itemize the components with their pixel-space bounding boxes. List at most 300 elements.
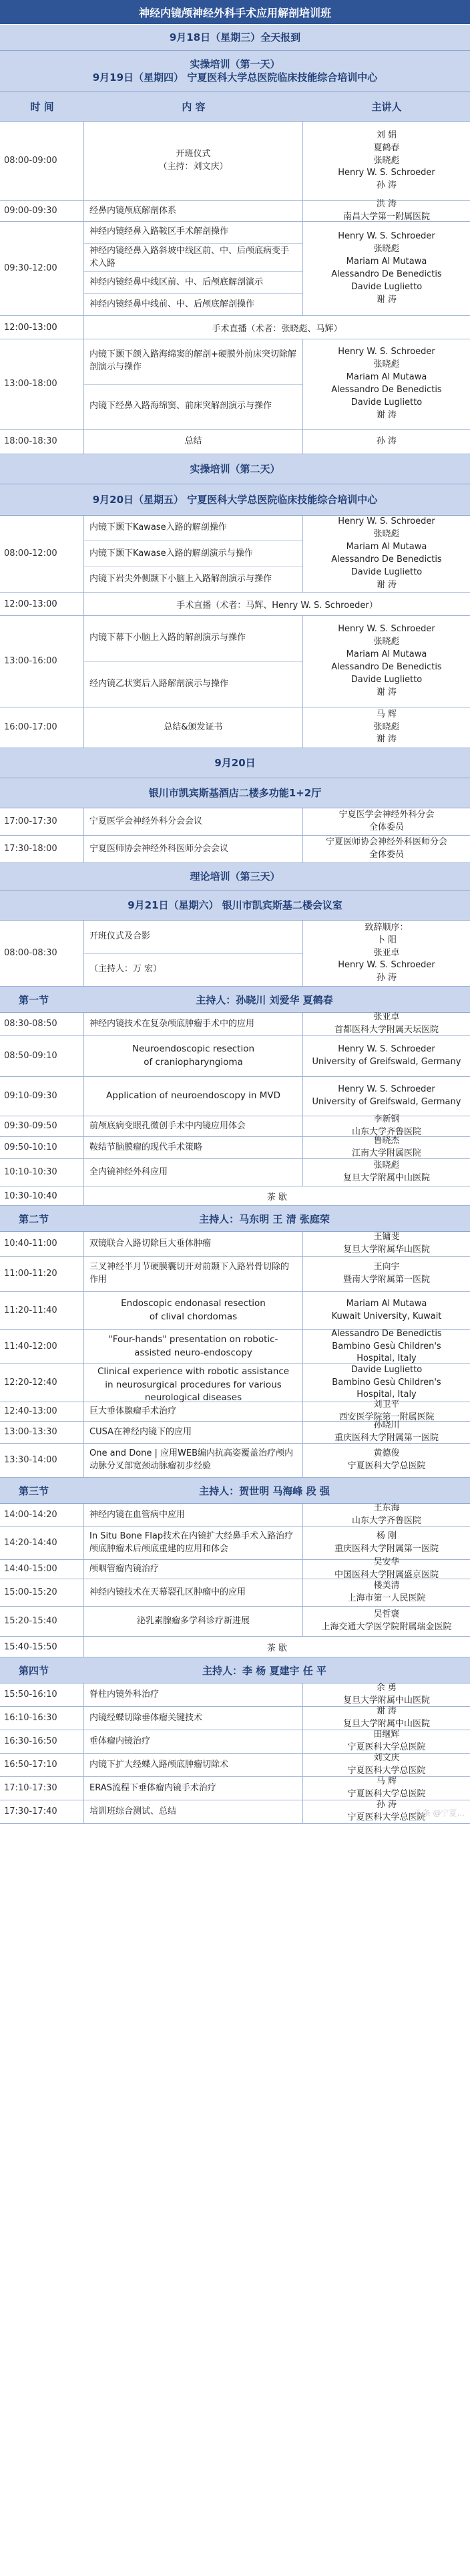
row-content [84,1137,303,1158]
row-time: 15:50-16:10 [0,1683,84,1706]
row-full-text: 茶 歇 [266,1192,288,1202]
row-time: 13:00-16:00 [0,616,84,707]
row-topic [84,1364,302,1406]
row-content [84,1754,303,1776]
row-speakers [303,1777,470,1800]
speaker-line: 致辞顺序： [365,922,409,933]
row-speakers [303,1707,470,1730]
row-speakers [303,1364,470,1402]
row-time: 17:30-18:00 [0,836,84,862]
row-speakers [303,1036,470,1076]
table-row [0,1330,470,1364]
part2-heading: 实操培训（第二天） [190,462,280,475]
speaker-line: 黄德俊 [373,1448,400,1459]
table-row [0,201,470,222]
row-time: 15:40-15:50 [0,1637,84,1657]
row-speakers [303,1527,470,1559]
topic-line: Application of neuroendoscopy in MVD [105,1090,281,1102]
speaker-line: Alessandro De Benedictis [331,269,442,279]
table-row [0,593,470,616]
row-topic: 经鼻内镜颅底解剖体系 [89,205,177,216]
registration-label: 9月18日（星期三）全天报到 [169,31,301,43]
speaker-line: 余 勇 [376,1683,397,1694]
row-topic: 开班仪式及合影 [84,921,302,954]
session-chairs: 主持人：马东明 王 清 张庭荣 [199,1213,330,1225]
speaker-line: Henry W. S. Schroeder [338,168,435,178]
row-time: 14:40-15:00 [0,1560,84,1579]
table-row [0,1730,470,1754]
table-row [0,1444,470,1478]
speaker-line: 江南大学附属医院 [351,1148,421,1158]
row-content [84,707,303,748]
speaker-line: Bambino Gesù Children's [332,1341,441,1351]
row-content [84,1504,303,1526]
row-time: 15:20-15:40 [0,1607,84,1636]
row-content [84,1013,303,1035]
speaker-line: 宁夏医科大学总医院 [347,1789,426,1799]
speaker-line: Mariam Al Mutawa [346,649,427,660]
speaker-line: 中国医科大学附属盛京医院 [334,1570,439,1580]
row-topic: 神经内镜经鼻入路鞍区手术解剖操作 [84,222,302,244]
speaker-line: Alessandro De Benedictis [331,385,442,395]
table-row [0,1527,470,1560]
session-chairs: 主持人：李 杨 夏建宇 任 平 [202,1664,326,1677]
speaker-line: 刘 娟 [376,130,397,140]
speaker-line: 马 辉 [376,1776,397,1787]
session-header [0,987,470,1013]
row-speakers [303,1754,470,1776]
row-speakers [303,836,470,862]
speaker-line: 孙晓川 [373,1420,400,1431]
part2-band-venue [0,484,470,516]
speaker-line: 谢 涛 [376,410,397,420]
speaker-line: 复旦大学附属华山医院 [342,1245,430,1255]
topic-line: 总结&颁发证书 [164,721,223,732]
row-topic-lines [106,1090,280,1103]
row-time: 08:50-09:10 [0,1036,84,1076]
table-row [0,921,470,987]
topic-line: 总结 [184,436,202,446]
row-speakers [303,1292,470,1329]
row-time: 09:30-09:50 [0,1116,84,1136]
speaker-line: Henry W. S. Schroeder [338,1044,435,1055]
row-speakers [303,1504,470,1526]
table-row [0,1754,470,1777]
row-content [84,1730,303,1753]
speaker-line: 孙 涛 [376,973,397,983]
row-time: 11:40-12:00 [0,1330,84,1363]
row-speakers [303,1422,470,1443]
sessions-table [0,987,470,1824]
speaker-line: Davide Luglietto [350,567,423,577]
row-speakers [303,1137,470,1158]
row-topic: 神经内镜技术在复杂颅底肿瘤手术中的应用 [89,1018,255,1029]
col-content: 内 容 [182,100,206,113]
speaker-line: Henry W. S. Schroeder [338,624,435,635]
speaker-line: 全体委员 [369,850,404,860]
row-topic: 全内镜神经外科应用 [89,1166,168,1177]
row-topic: （主持人：万 宏） [89,964,162,975]
topic-line: assisted neuro-endoscopy [134,1347,252,1358]
speaker-line: 首都医科大学附属天坛医院 [334,1025,439,1035]
row-content [84,1077,303,1116]
col-host: 主讲人 [371,100,402,113]
part1-heading: 实操培训（第一天） [190,57,280,70]
part3-heading: 理论培训（第三天） [190,870,280,882]
row-topic: 前颅底病变眼孔微创手术中内镜应用体会 [89,1120,246,1131]
row-content [84,1579,303,1606]
speaker-line: Mariam Al Mutawa [346,257,427,267]
row-content [84,1232,303,1256]
row-time: 17:30-17:40 [0,1800,84,1823]
row-topic: 颅咽管瘤内镜治疗 [89,1563,160,1574]
table-row [0,1036,470,1077]
row-topic [84,1607,302,1636]
date-band-meeting [0,748,470,778]
row-topic: 三叉神经半月节硬膜囊切开对前颞下入路岩骨切除的作用 [89,1262,290,1285]
row-speakers [303,430,470,454]
row-topic: 内镜下颞下Kawase入路的解剖演示与操作 [84,541,302,567]
row-speakers [303,1402,470,1421]
row-time: 12:00-13:00 [0,316,84,339]
speaker-line: 张晓彪 [373,721,400,732]
column-header [0,92,470,122]
meeting-venue: 银川市凯宾斯基酒店二楼多功能1+2厅 [148,786,322,799]
row-content [84,1683,303,1706]
speaker-line: 宁夏医科大学总医院 [347,1742,426,1752]
table-row [0,1077,470,1116]
row-time: 09:10-09:30 [0,1077,84,1116]
row-speakers [303,921,470,986]
table-row [0,122,470,201]
row-full-text: 手术直播（术者：张晓彪、马辉） [212,323,342,334]
row-content [84,1527,303,1559]
table-row [0,1186,470,1206]
table-row [0,1579,470,1607]
speaker-line: 洪 涛 [376,199,397,210]
speaker-line: 孙 涛 [376,180,397,191]
row-time: 17:10-17:30 [0,1777,84,1800]
speaker-line: 复旦大学附属中山医院 [342,1719,430,1729]
table-row [0,1364,470,1402]
row-speakers [303,201,470,221]
row-topic: 内镜下颞下颌入路海绵窦的解剖+硬膜外前床突切除解剖演示与操作 [84,339,302,385]
speaker-line: Davide Luglietto [350,281,423,292]
row-speakers [303,1730,470,1753]
speaker-line: 夏鹤春 [373,142,400,153]
row-time: 16:10-16:30 [0,1707,84,1730]
row-topic: One and Done | 应用WEB编内抗高姿覆盖治疗颅内动脉分叉部宽颈动脉瘤初步经验 [89,1448,294,1471]
speaker-line: 张晓彪 [373,359,400,370]
session-header [0,1206,470,1232]
row-topic [84,122,302,200]
meeting-venue-band [0,778,470,808]
row-topic: 神经内镜经鼻中线前、中、后颅底解剖操作 [89,299,255,309]
speaker-line: Davide Luglietto [350,397,423,408]
table-row [0,1292,470,1330]
speaker-line: 刘文庆 [373,1753,400,1764]
session-name: 第三节 [19,1484,49,1497]
speaker-line: 王向宇 [373,1262,400,1273]
speaker-line: 谢 涛 [376,579,397,590]
speaker-line: Davide Luglietto [350,1364,423,1375]
row-content [84,1159,303,1186]
speaker-line: 宁夏医科大学总医院 [347,1766,426,1776]
row-content [84,1364,303,1402]
speaker-line: 山东大学齐鲁医院 [351,1516,421,1526]
table-row [0,1013,470,1036]
speaker-line: 张晓彪 [373,529,400,540]
part3-band-title [0,863,470,891]
row-topic: 神经内镜经鼻入路斜坡中线区前、中、后颅底病变手术入路 [84,244,302,273]
day2-table [0,516,470,748]
row-topic [84,1036,302,1076]
row-time: 17:00-17:30 [0,808,84,835]
speaker-line: 宁夏医师协会神经外科医师分会 [325,837,447,848]
speaker-line: Mariam Al Mutawa [346,1299,427,1309]
row-speakers [303,1257,470,1291]
speaker-line: Alessandro De Benedictis [331,662,442,672]
row-speakers [303,1607,470,1636]
speaker-line: Hospital, Italy [357,1353,417,1364]
row-time: 16:00-17:00 [0,707,84,748]
speaker-line: Bambino Gesù Children's [332,1377,441,1388]
row-full-text: 茶 歇 [266,1643,288,1653]
speaker-line: 复旦大学附属中山医院 [342,1696,430,1706]
row-content [84,1800,303,1823]
speaker-line: 杨 刚 [376,1531,397,1542]
speaker-line: Davide Luglietto [350,674,423,685]
speaker-line: 鲁晓杰 [373,1136,400,1146]
row-time: 08:00-12:00 [0,516,84,592]
table-row [0,222,470,316]
part3-venue: 9月21日（星期六） 银川市凯宾斯基二楼会议室 [128,899,342,911]
row-content [84,1560,303,1579]
speaker-line: Hospital, Italy [357,1390,417,1400]
table-row [0,1777,470,1800]
speaker-line: 张亚卓 [373,947,400,958]
row-topic: 内镜下幕下小脑上入路的解剖演示与操作 [84,616,302,662]
topic-line: Endoscopic endonasal resection [121,1298,266,1309]
row-time: 10:40-11:00 [0,1232,84,1256]
row-content [84,1707,303,1730]
table-row [0,1504,470,1527]
row-speakers [303,1013,470,1035]
speaker-line: 张晓彪 [373,637,400,647]
row-speakers [303,808,470,835]
speaker-line: 谢 涛 [376,734,397,745]
table-row [0,1232,470,1257]
table-row [0,1707,470,1730]
speaker-line: 重庆医科大学附属第一医院 [334,1433,439,1443]
speaker-line: 楼美清 [373,1581,400,1591]
row-speakers [303,1232,470,1256]
speaker-line: 谢 涛 [376,294,397,305]
row-topic: 脊柱内镜外科治疗 [89,1689,160,1700]
topic-line: neurological diseases [144,1392,242,1404]
row-time: 12:20-12:40 [0,1364,84,1402]
row-content [84,1330,303,1363]
session-header [0,1657,470,1683]
row-time: 15:00-15:20 [0,1579,84,1606]
row-time: 08:00-09:00 [0,122,84,200]
row-time: 09:00-09:30 [0,201,84,221]
row-topic: 宁夏医学会神经外科分会会议 [89,816,203,826]
topic-line: 泌乳素腺瘤多学科诊疗新进展 [136,1615,250,1626]
row-topic: 双镜联合入路切除巨大垂体肿瘤 [89,1238,212,1249]
speaker-line: 王东海 [373,1503,400,1514]
row-topic: 内镜下岩尖外侧颞下小脑上入路解剖演示与操作 [89,573,272,584]
row-content [84,1402,303,1421]
row-topic-lines [164,721,222,734]
row-speakers [303,1116,470,1136]
col-time: 时 间 [30,100,54,113]
speaker-line: 西安医学院第一附属医院 [338,1412,435,1422]
table-row [0,616,470,707]
row-topic: 巨大垂体腺瘤手术治疗 [89,1406,177,1416]
row-topic: 神经内镜在血管病中应用 [89,1509,186,1520]
table-row [0,1683,470,1707]
table-row [0,1557,470,1580]
row-time: 08:30-08:50 [0,1013,84,1035]
session-name: 第二节 [19,1213,49,1225]
row-speakers [303,122,470,200]
speaker-line: 谢 涛 [376,1706,397,1717]
part3-band-venue [0,891,470,921]
table-row [0,836,470,863]
row-time: 09:50-10:10 [0,1137,84,1158]
row-topic-lines [97,1365,289,1405]
speaker-line: 田继辉 [373,1730,400,1740]
row-time: 10:10-10:30 [0,1159,84,1186]
table-row [0,316,470,339]
table-row [0,1800,470,1824]
row-topic: 经内镜乙状窦后入路解剖演示与操作 [89,678,229,689]
row-topic-lines [109,1333,278,1359]
row-content [84,808,303,835]
row-topic-lines [184,436,202,448]
row-speakers [303,1330,470,1363]
row-content [84,1257,303,1291]
table-row [0,1607,470,1637]
speaker-line: Alessandro De Benedictis [331,554,442,565]
row-speakers [303,1077,470,1116]
row-time: 18:00-18:30 [0,430,84,454]
session-chairs: 主持人：孙晓川 刘爱华 夏鹤春 [196,993,333,1006]
row-topic-lines [158,148,228,174]
speaker-line: Henry W. S. Schroeder [338,1084,435,1095]
speaker-line: 吴安华 [373,1557,400,1568]
row-topic: In Situ Bone Flap技术在内镜扩大经鼻手术入路治疗颅底肿瘤术后颅底重建的应用和体会 [89,1531,294,1554]
row-speakers [303,339,470,429]
row-topic [84,430,302,454]
row-content [84,1422,303,1443]
row-speakers [303,222,470,315]
row-topic: 内镜下颞下Kawase入路的解剖操作 [84,516,302,541]
row-speakers [303,516,470,592]
speaker-line: 上海交通大学医学院附属瑞金医院 [321,1622,452,1632]
speaker-line: 王镛斐 [373,1232,400,1243]
row-speakers [303,707,470,748]
table-row [0,1116,470,1137]
row-topic: 内镜下经鼻入路海绵窦、前床突解剖演示与操作 [89,401,272,412]
topic-line: 开班仪式 [176,149,211,160]
part1-venue: 9月19日（星期四） 宁夏医科大学总医院临床技能综合培训中心 [92,71,378,84]
day1-table [0,122,470,454]
row-time: 16:30-16:50 [0,1730,84,1753]
speaker-line: 李新钢 [373,1114,400,1125]
row-topic: 宁夏医师协会神经外科医师分会会议 [89,843,229,854]
row-full-text: 手术直播（术者：马辉、Henry W. S. Schroeder） [176,600,378,611]
speaker-line: 张亚卓 [373,1012,400,1023]
row-topic: 神经内镜技术在天幕裂孔区肿瘤中的应用 [89,1587,246,1597]
row-time: 11:00-11:20 [0,1257,84,1291]
row-content [84,1116,303,1136]
speaker-line: 张晓彪 [373,155,400,166]
row-topic: ERAS流程下垂体瘤内镜手术治疗 [89,1782,216,1793]
speaker-line: 南昌大学第一附属医院 [342,212,430,222]
speaker-line: 全体委员 [369,822,404,832]
row-speakers [303,1444,470,1477]
row-time: 14:00-14:20 [0,1504,84,1526]
table-row [0,430,470,454]
part2-venue: 9月20日（星期五） 宁夏医科大学总医院临床技能综合培训中心 [92,493,378,506]
speaker-line: 谢 涛 [376,687,397,697]
row-content [84,616,303,707]
speaker-line: 孙 涛 [376,436,397,446]
speaker-line: 宁夏医科大学总医院 [347,1461,426,1471]
row-content [84,339,303,429]
row-speakers [303,1159,470,1186]
row-topic: 鞍结节脑膜瘤的现代手术策略 [89,1142,203,1152]
row-content [84,921,303,986]
session-chairs: 主持人：贺世明 马海峰 段 强 [199,1484,330,1497]
table-row [0,339,470,430]
row-content [84,1607,303,1636]
speaker-line: 复旦大学附属中山医院 [342,1173,430,1183]
speaker-line: 重庆医科大学附属第一医院 [334,1544,439,1554]
row-time: 13:30-14:00 [0,1444,84,1477]
row-time: 12:00-13:00 [0,593,84,615]
row-topic-lines [121,1297,266,1323]
row-content [84,201,303,221]
speaker-line: 宁夏医科大学总医院 [347,1812,426,1822]
speaker-line: 吴哲褒 [373,1609,400,1620]
table-row [0,1402,470,1422]
date-band-registration [0,25,470,51]
speaker-line: 宁夏医学会神经外科分会 [338,810,435,820]
table-row [0,707,470,748]
row-time: 13:00-18:00 [0,339,84,429]
speaker-line: Henry W. S. Schroeder [338,347,435,357]
speaker-line: 张晓彪 [373,244,400,255]
table-row [0,1422,470,1444]
speaker-line: 上海市第一人民医院 [347,1593,426,1603]
row-time: 16:50-17:10 [0,1754,84,1776]
speaker-line: 马 辉 [376,709,397,719]
row-speakers [303,1579,470,1606]
row-content [84,1292,303,1329]
row-time: 09:30-12:00 [0,222,84,315]
row-content [84,516,303,592]
row-topic [84,707,302,748]
speaker-line: Alessandro De Benedictis [331,1328,442,1339]
speaker-line: Henry W. S. Schroeder [338,231,435,242]
speaker-line: Henry W. S. Schroeder [338,960,435,971]
speaker-line: University of Greifswald, Germany [312,1097,461,1107]
topic-line: in neurosurgical procedures for various [105,1379,282,1390]
part1-band [0,51,470,92]
